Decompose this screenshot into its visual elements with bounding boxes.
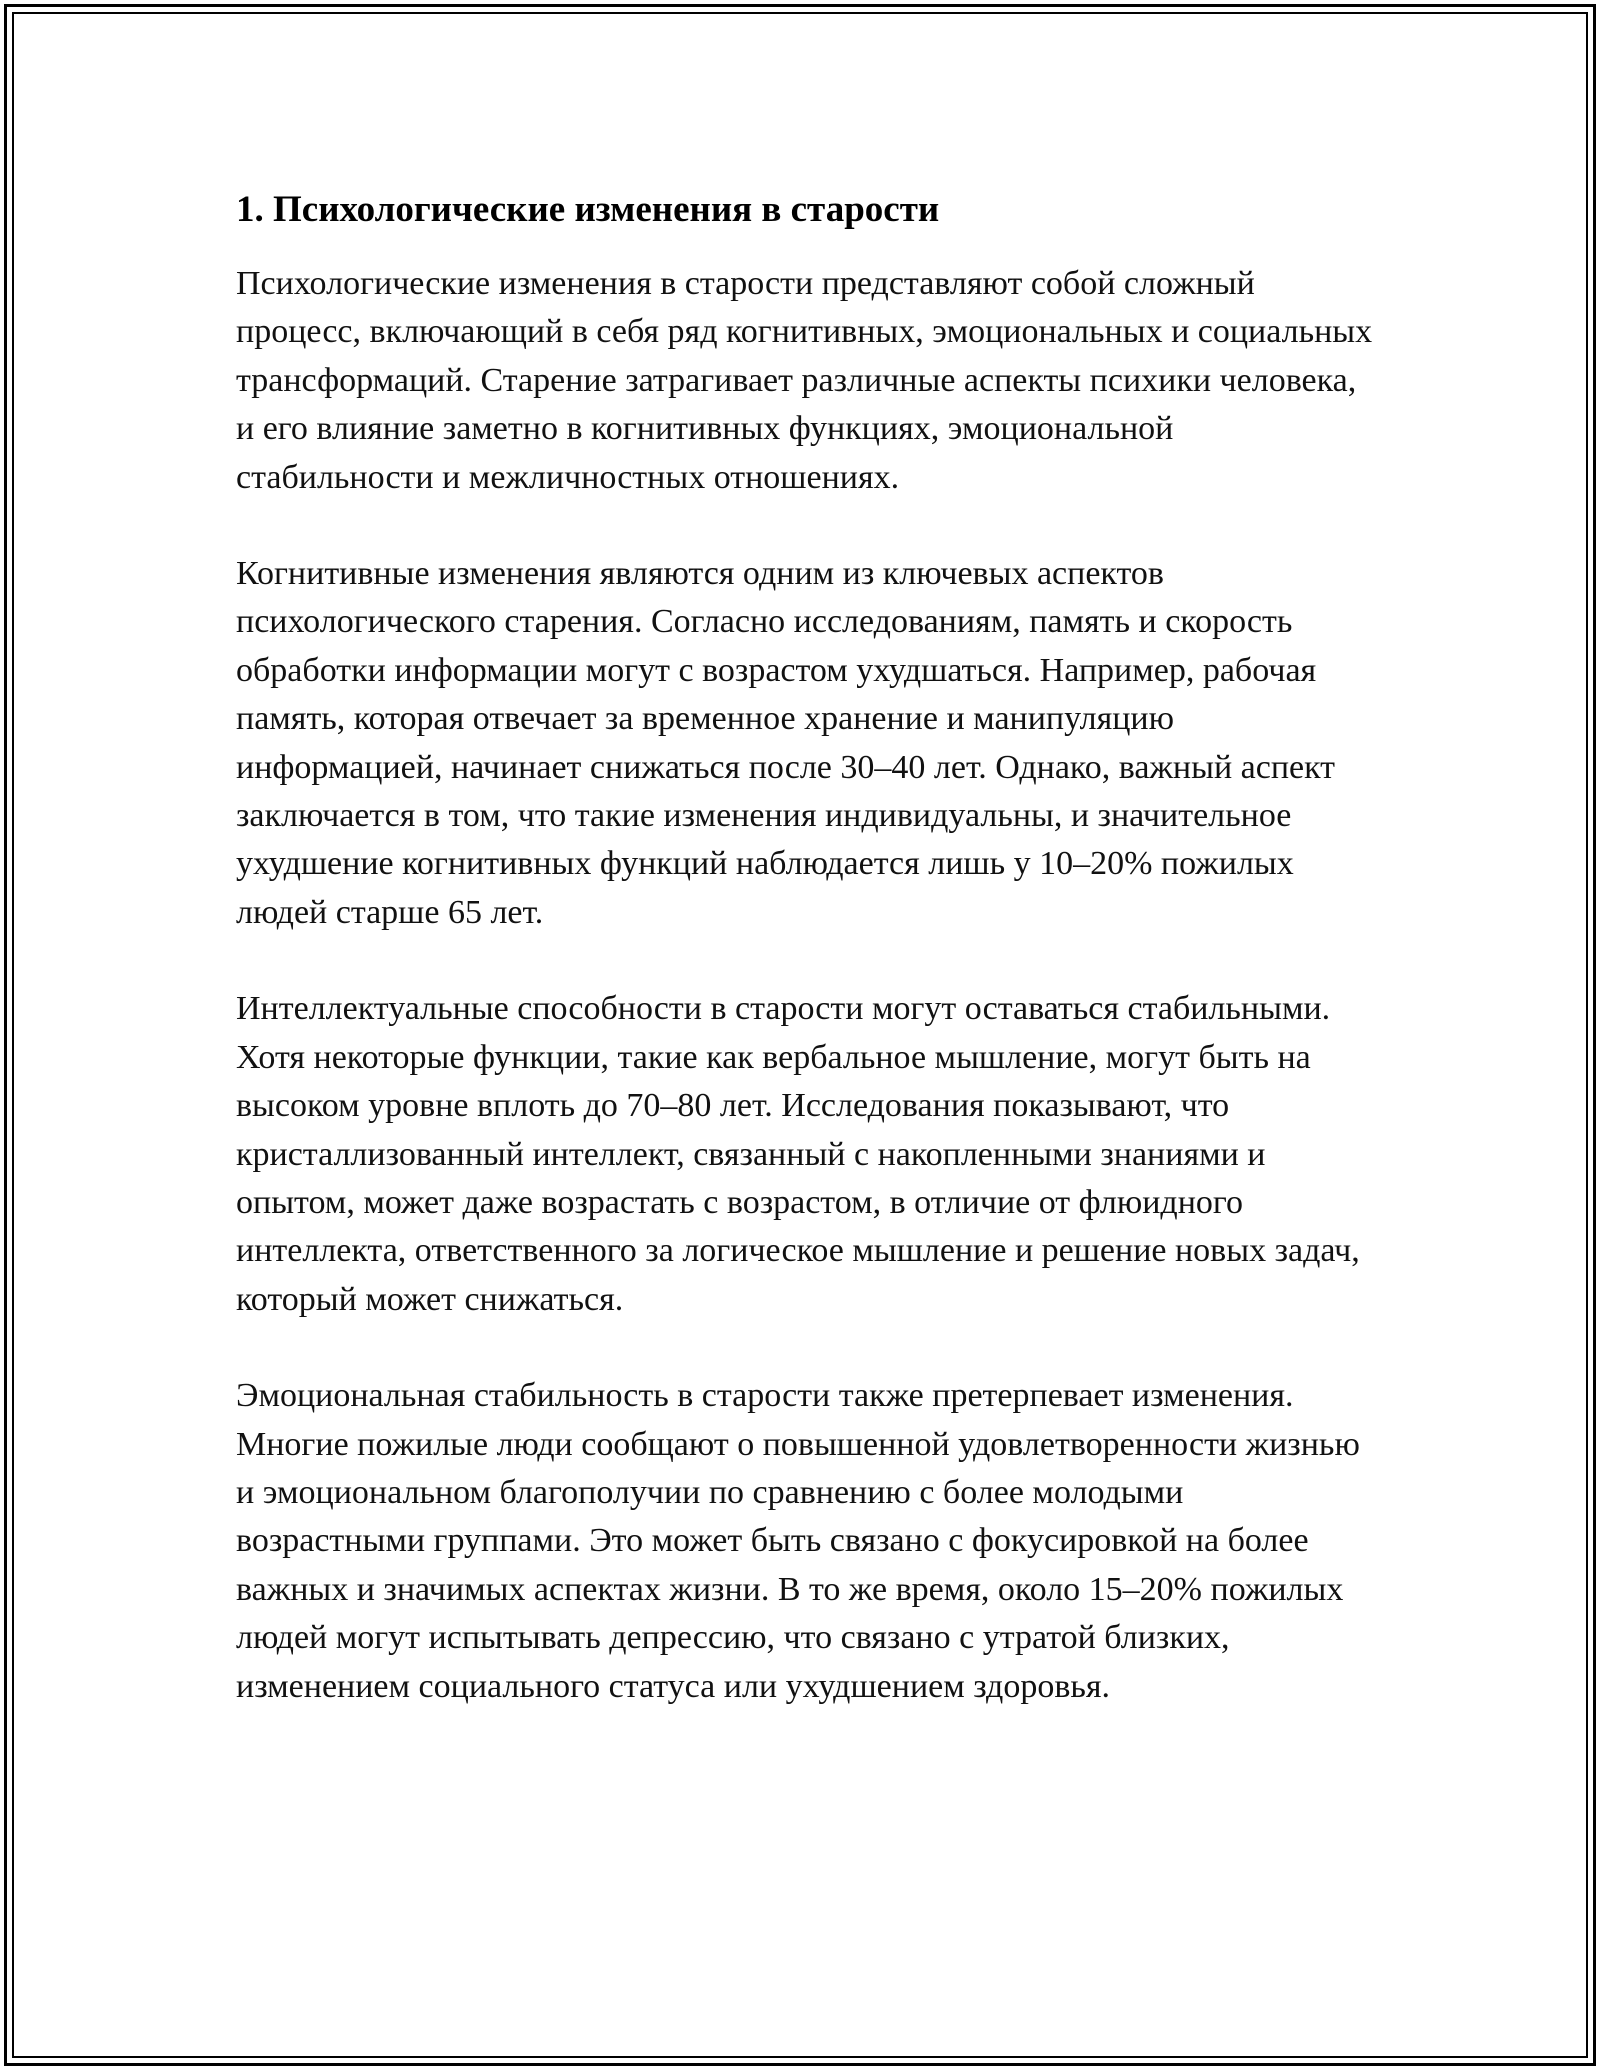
paragraph-intro: Психологические изменения в старости представляют собой сложный процесс, включающий в себя ряд когнитивных, эмоциональных и социальных трансформаций. Старение затрагивает различные аспекты психики человека, и его влияние заметно в когнитивных функциях, эмоциональной стабильности и межличностных отношениях. bbox=[236, 265, 1373, 496]
section-heading: 1. Психологические изменения в старости bbox=[236, 189, 940, 230]
paragraph-intellectual-abilities: Интеллектуальные способности в старости могут оставаться стабильными. Хотя некоторые функции, такие как вербальное мышление, могут быть на высоком уровне вплоть до 70–80 лет. Исследования показывают, что кристаллизованный интеллект, связанный с накопленными знаниями и опытом, может даже возрастать с возрастом, в отличие от флюидного интеллекта, ответственного за логическое мышление и решение новых задач, который может снижаться. bbox=[236, 990, 1360, 1318]
document-body bbox=[236, 186, 1376, 1759]
paragraph-emotional-stability: Эмоциональная стабильность в старости также претерпевает изменения. Многие пожилые люди сообщают о повышенной удовлетворенности жизнью и эмоциональном благополучии по сравнению с более молодыми возрастными группами. Это может быть связано с фокусировкой на более важных и значимых аспектах жизни. В то же время, около 15–20% пожилых людей могут испытывать депрессию, что связано с утратой близких, изменением социального статуса или ухудшением здоровья. bbox=[236, 1377, 1360, 1705]
paragraph-cognitive-changes: Когнитивные изменения являются одним из ключевых аспектов психологического старения. Согласно исследованиям, память и скорость обработки информации могут с возрастом ухудшаться. Например, рабочая память, которая отвечает за временное хранение и манипуляцию информацией, начинает снижаться после 30–40 лет. Однако, важный аспект заключается в том, что такие изменения индивидуальны, и значительное ухудшение когнитивных функций наблюдается лишь у 10–20% пожилых людей старше 65 лет. bbox=[236, 555, 1336, 931]
